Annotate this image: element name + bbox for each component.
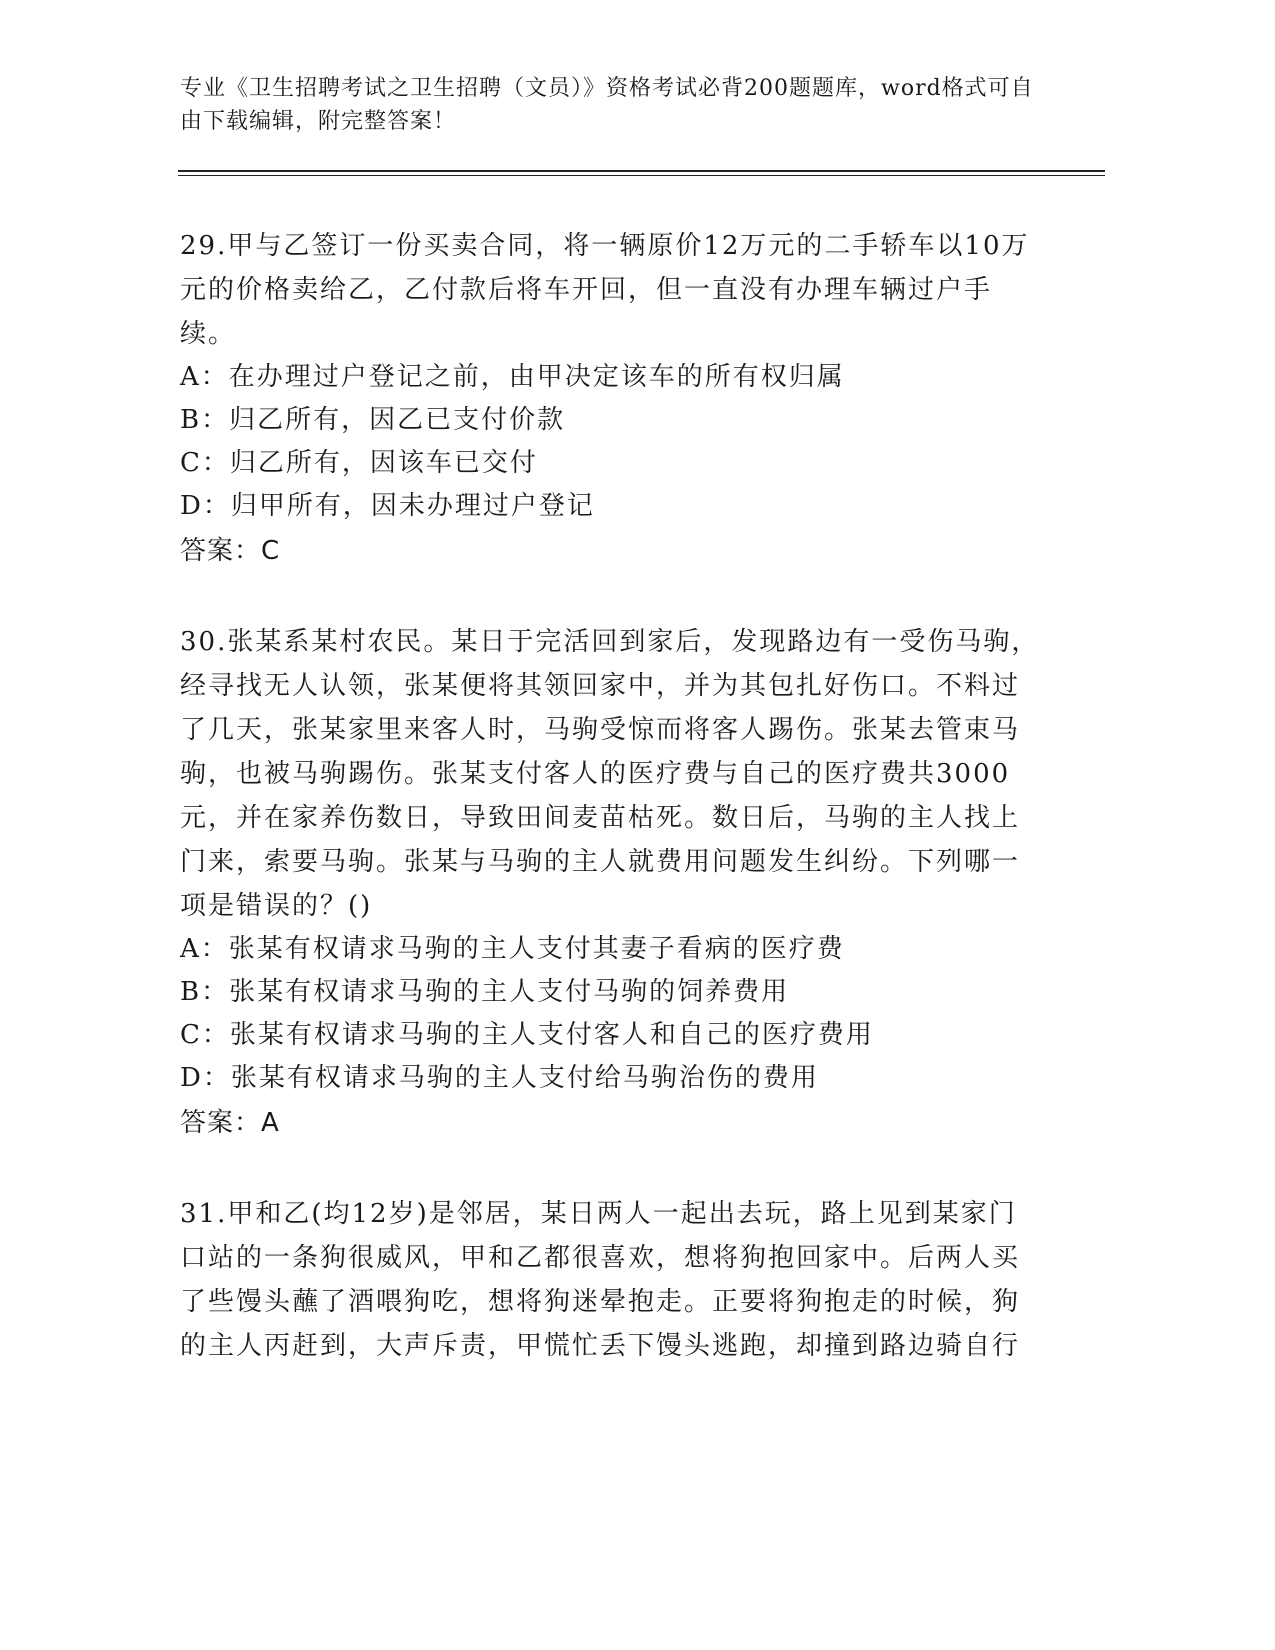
header-rule-thick xyxy=(178,170,1105,172)
option-c: C：张某有权请求马驹的主人支付客人和自己的医疗费用 xyxy=(180,1020,874,1050)
question-gap xyxy=(180,574,1040,620)
question-list xyxy=(180,224,1040,1368)
option-d: D：归甲所有，因未办理过户登记 xyxy=(180,491,595,521)
question-30 xyxy=(180,620,1040,1146)
option-list xyxy=(180,928,1040,1100)
option-a: A：张某有权请求马驹的主人支付其妻子看病的医疗费 xyxy=(180,934,845,964)
question-stem: 30.张某系某村农民。某日于完活回到家后，发现路边有一受伤马驹，经寻找无人认领，张某便将其领回家中，并为其包扎好伤口。不料过了几天，张某家里来客人时，马驹受惊而将客人踢伤。张某去管束马驹，也被马驹踢伤。张某支付客人的医疗费与自己的医疗费共3000元，并在家养伤数日，导致田间麦苗枯死。数日后，马驹的主人找上门来，索要马驹。张某与马驹的主人就费用问题发生纠纷。下列哪一项是错误的？() xyxy=(180,627,1040,921)
option-d: D：张某有权请求马驹的主人支付给马驹治伤的费用 xyxy=(180,1063,819,1093)
header-rule-thin xyxy=(178,175,1105,176)
question-31 xyxy=(180,1192,1040,1368)
answer-label: 答案：A xyxy=(180,1108,280,1138)
option-list xyxy=(180,356,1040,528)
document-header: 专业《卫生招聘考试之卫生招聘（文员）》资格考试必背200题题库，word格式可自由下载编辑，附完整答案！ xyxy=(180,76,1034,134)
option-b: B：张某有权请求马驹的主人支付马驹的饲养费用 xyxy=(180,977,790,1007)
question-stem: 31.甲和乙(均12岁)是邻居，某日两人一起出去玩，路上见到某家门口站的一条狗很威风，甲和乙都很喜欢，想将狗抱回家中。后两人买了些馒头蘸了酒喂狗吃，想将狗迷晕抱走。正要将狗抱走的时候，狗的主人丙赶到，大声斥责，甲慌忙丢下馒头逃跑，却撞到路边骑自行 xyxy=(180,1199,1021,1361)
option-c: C：归乙所有，因该车已交付 xyxy=(180,448,538,478)
question-gap xyxy=(180,1146,1040,1192)
answer-label: 答案：C xyxy=(180,536,281,566)
option-b: B：归乙所有，因乙已支付价款 xyxy=(180,405,566,435)
question-29 xyxy=(180,224,1040,574)
question-stem: 29.甲与乙签订一份买卖合同，将一辆原价12万元的二手轿车以10万元的价格卖给乙，乙付款后将车开回，但一直没有办理车辆过户手续。 xyxy=(180,231,1030,349)
option-a: A：在办理过户登记之前，由甲决定该车的所有权归属 xyxy=(180,362,845,392)
